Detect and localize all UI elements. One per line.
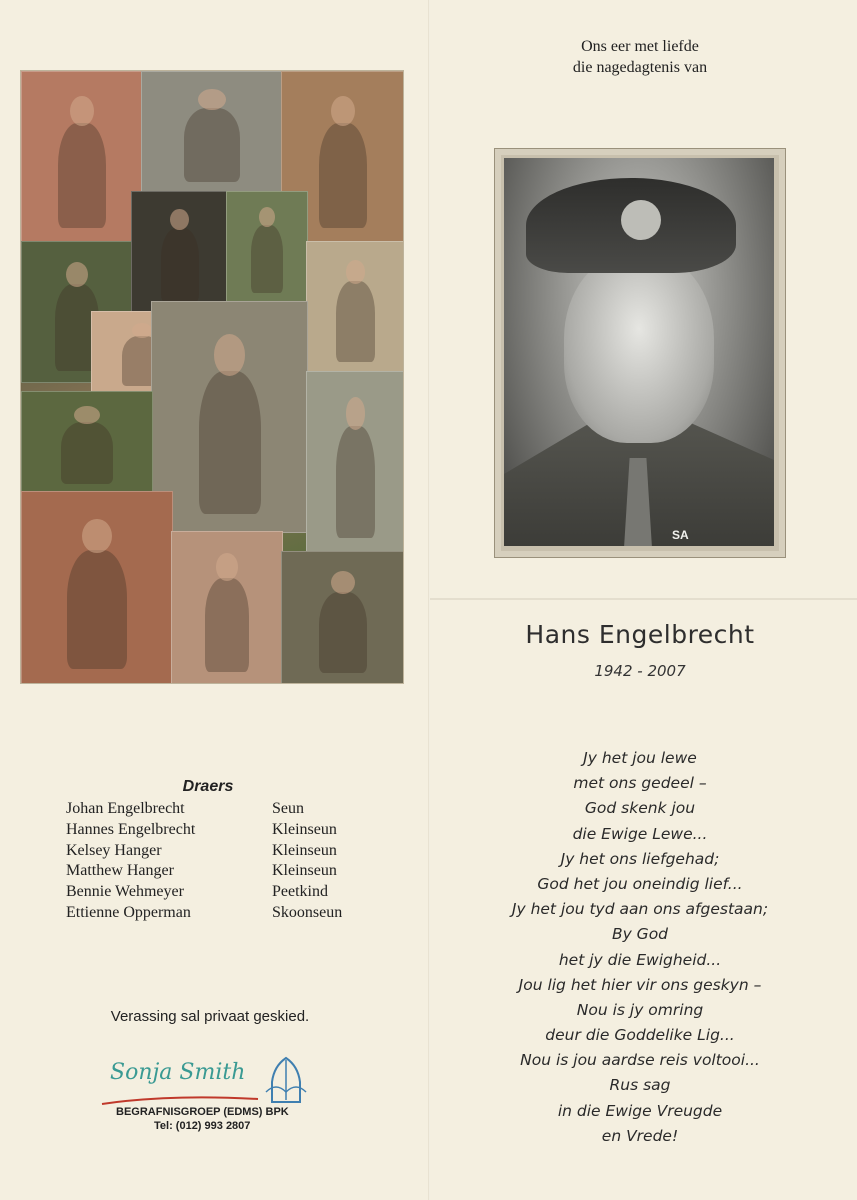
portrait-badge: SA	[672, 528, 689, 542]
collage-photo	[151, 301, 308, 533]
poem-line: het jy die Ewigheid...	[558, 950, 722, 969]
poem-line: God het jou oneindig lief...	[537, 874, 743, 893]
poem-line: in die Ewige Vreugde	[557, 1101, 723, 1120]
poem-line: By God	[611, 925, 669, 944]
poem-line: Nou is jou aardse reis voltooi...	[520, 1051, 760, 1070]
collage-photo	[171, 531, 283, 684]
bearer-name: Ettienne Opperman	[66, 903, 191, 921]
poem-line: Jou lig het hier vir ons geskyn –	[518, 975, 762, 994]
bearer-relation: Kleinseun	[272, 841, 337, 859]
cap-badge-icon	[621, 200, 661, 240]
funeral-home-company: BEGRAFNISGROEP (EDMS) BPK	[116, 1106, 289, 1118]
swoosh-icon	[100, 1096, 260, 1106]
bearer-row	[66, 904, 396, 925]
bearer-name: Bennie Wehmeyer	[66, 883, 184, 901]
dedication	[470, 36, 810, 78]
collage-photo	[141, 71, 283, 193]
bearer-name: Johan Engelbrecht	[66, 800, 185, 817]
bearer-row	[66, 800, 396, 821]
dedication-line: Ons eer met liefde	[581, 38, 699, 55]
portrait-cap	[526, 178, 736, 273]
bearer-relation: Seun	[272, 800, 304, 817]
life-dates: 1942 - 2007	[594, 662, 686, 680]
poem-line: Nou is jy omring	[576, 1000, 704, 1019]
bearer-name: Matthew Hanger	[66, 862, 174, 880]
bearer-relation: Kleinseun	[272, 820, 337, 838]
poem	[470, 746, 810, 1149]
bearer-row	[66, 821, 396, 842]
collage-photo	[306, 371, 404, 553]
funeral-home-logo-text: Sonja Smith	[110, 1060, 246, 1085]
page-fold-horizontal	[430, 598, 857, 600]
poem-line: en Vrede!	[601, 1126, 679, 1145]
bearer-name: Kelsey Hanger	[66, 841, 162, 859]
collage-photo	[21, 71, 143, 243]
collage-photo	[281, 551, 404, 684]
deceased-name: Hans Engelbrecht	[525, 620, 755, 649]
bearer-row	[66, 883, 396, 904]
bearer-relation: Peetkind	[272, 883, 328, 901]
collage-photo	[21, 391, 153, 493]
cremation-note: Verassing sal privaat geskied.	[110, 1008, 310, 1025]
dedication-line: die nagedagtenis van	[572, 59, 708, 76]
poem-line: met ons gedeel –	[573, 774, 707, 793]
bearers-title: Draers	[182, 778, 234, 795]
portrait-face	[564, 253, 714, 443]
collage-photo	[306, 241, 404, 373]
bearer-relation: Kleinseun	[272, 862, 337, 880]
collage-photo	[21, 491, 173, 684]
bearers-list	[66, 800, 396, 925]
collage-photo	[131, 191, 228, 313]
bearer-row	[66, 862, 396, 883]
photo-collage	[20, 70, 404, 684]
page-fold	[428, 0, 430, 1200]
poem-line: God skenk jou	[584, 799, 696, 818]
poem-line: Rus sag	[609, 1076, 671, 1095]
poem-line: die Ewige Lewe...	[572, 824, 708, 843]
collage-photo	[226, 191, 308, 303]
poem-line: Jy het jou tyd aan ons afgestaan;	[511, 900, 769, 919]
praying-hands-icon	[260, 1052, 312, 1107]
portrait-photo	[504, 158, 774, 546]
funeral-home-phone: Tel: (012) 993 2807	[154, 1120, 251, 1132]
bearer-name: Hannes Engelbrecht	[66, 820, 196, 838]
bearer-row	[66, 842, 396, 863]
poem-line: deur die Goddelike Lig...	[545, 1026, 735, 1045]
funeral-home-logo	[100, 1050, 320, 1135]
poem-line: Jy het jou lewe	[583, 749, 697, 767]
poem-line: Jy het ons liefgehad;	[560, 849, 720, 868]
bearer-relation: Skoonseun	[272, 903, 343, 921]
